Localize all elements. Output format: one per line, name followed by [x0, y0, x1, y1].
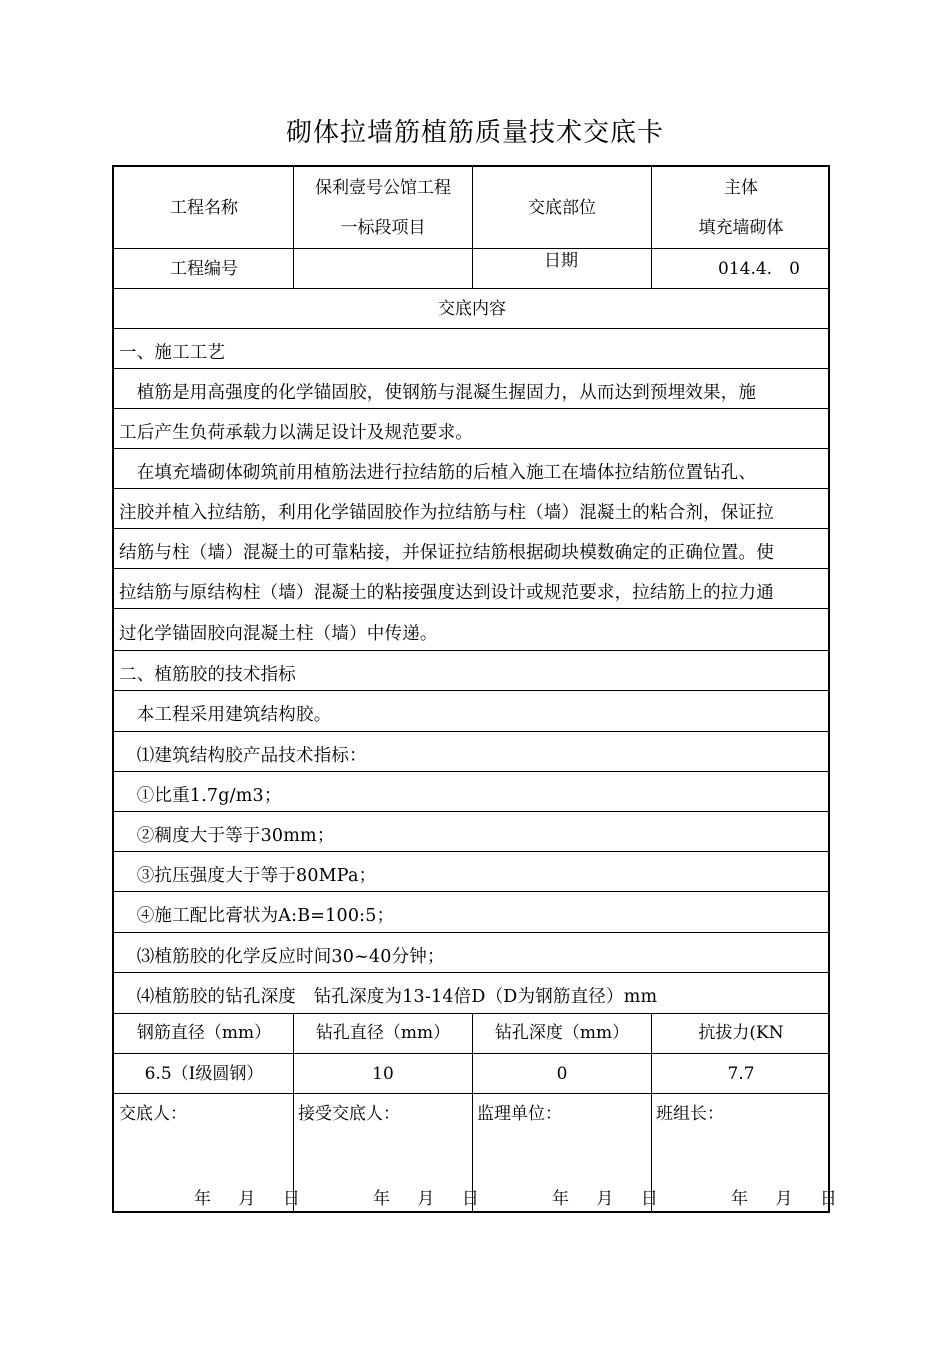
year-label: 年: [552, 1189, 569, 1209]
month-label: 月: [596, 1189, 614, 1209]
year-label: 年: [373, 1189, 390, 1209]
disclosure-card: [112, 165, 837, 1213]
section1-line: 结筋与柱（墙）混凝土的可靠粘接，并保证拉结筋根据砌块模数确定的正确位置。使: [119, 543, 774, 563]
row-divider: [114, 891, 830, 892]
signature-date: [552, 1184, 658, 1209]
row-divider: [114, 328, 830, 329]
row-divider: [114, 650, 830, 651]
section2-line: ⑷植筋胶的钻孔深度 钻孔深度为13-14倍D（D为钢筋直径）mm: [119, 987, 658, 1007]
spec-header-pullout-force: 抗拔力(KN: [698, 1023, 784, 1043]
row-divider: [114, 608, 830, 609]
day-label: 日: [640, 1189, 658, 1209]
section2-line: 本工程采用建筑结构胶。: [119, 705, 332, 725]
spec-header-hole-depth: 钻孔深度（mm）: [494, 1023, 630, 1043]
page-title: 砌体拉墙筋植筋质量技术交底卡: [285, 118, 664, 148]
section1-line: 拉结筋与原结构柱（墙）混凝土的粘接强度达到设计或规范要求，拉结筋上的拉力通: [119, 583, 774, 603]
day-label: 日: [819, 1189, 837, 1209]
year-label: 年: [731, 1189, 748, 1209]
signature-label-receiver: 接受交底人：: [298, 1104, 400, 1124]
date-value: 014.4. 0: [718, 259, 800, 279]
project-name-line2: 一标段项目: [340, 218, 426, 238]
year-label: 年: [194, 1189, 211, 1209]
col-divider: [472, 1013, 473, 1213]
section2-line: ⑴建筑结构胶产品技术指标：: [119, 746, 367, 766]
day-label: 日: [282, 1189, 300, 1209]
section2-line: ①比重1.7g/m3；: [119, 786, 282, 806]
row-divider: [114, 568, 830, 569]
section1-line: 在填充墙砌体砌筑前用植筋法进行拉结筋的后植入施工在墙体拉结筋位置钻孔、: [119, 463, 757, 483]
signature-label-team-leader: 班组长：: [656, 1104, 724, 1124]
row-divider: [114, 448, 830, 449]
row-divider: [114, 528, 830, 529]
signature-label-supervisor: 监理单位：: [477, 1104, 562, 1124]
section1-line: 植筋是用高强度的化学锚固胶，使钢筋与混凝生握固力，从而达到预埋效果，施: [119, 383, 757, 403]
row-divider: [114, 771, 830, 772]
section1-heading: 一、施工工艺: [119, 343, 226, 363]
section2-line: ③抗压强度大于等于80MPa；: [119, 866, 377, 886]
content-label: 交底内容: [438, 299, 506, 319]
col-divider: [472, 167, 473, 288]
row-divider: [114, 488, 830, 489]
row-divider: [114, 811, 830, 812]
row-divider: [114, 288, 830, 289]
day-label: 日: [461, 1189, 479, 1209]
signature-label-discloser: 交底人：: [119, 1104, 187, 1124]
month-label: 月: [417, 1189, 435, 1209]
location-line1: 主体: [724, 178, 758, 198]
spec-value-hole-diameter: 10: [372, 1064, 394, 1084]
col-divider: [651, 1013, 652, 1213]
row-divider: [114, 368, 830, 369]
section2-line: ④施工配比膏状为A:B=100:5；: [119, 906, 395, 926]
row-divider: [114, 690, 830, 691]
spec-value-hole-depth: 0: [556, 1064, 568, 1084]
project-no-label: 工程编号: [170, 259, 238, 279]
section2-line: ⑶植筋胶的化学反应时间30~40分钟；: [119, 947, 445, 967]
section1-line: 注胶并植入拉结筋，利用化学锚固胶作为拉结筋与柱（墙）混凝土的粘合剂，保证拉: [119, 503, 774, 523]
row-divider: [114, 972, 830, 973]
spec-header-hole-diameter: 钻孔直径（mm）: [315, 1023, 451, 1043]
spec-header-rebar-diameter: 钢筋直径（mm）: [136, 1023, 272, 1043]
project-name-line1: 保利壹号公馆工程: [315, 178, 451, 198]
signature-date: [373, 1184, 479, 1209]
date-label: 日期: [544, 251, 578, 271]
location-label: 交底部位: [528, 198, 596, 218]
month-label: 月: [775, 1189, 793, 1209]
row-divider: [114, 851, 830, 852]
month-label: 月: [238, 1189, 256, 1209]
spec-value-rebar-diameter: 6.5（Ⅰ级圆钢）: [144, 1064, 264, 1084]
section2-line: ②稠度大于等于30mm；: [119, 826, 335, 846]
signature-date: [731, 1184, 837, 1209]
row-divider: [114, 932, 830, 933]
signature-date: [194, 1184, 300, 1209]
section1-line: 工后产生负荷承载力以满足设计及规范要求。: [119, 423, 473, 443]
row-divider: [114, 731, 830, 732]
section1-line: 过化学锚固胶向混凝土柱（墙）中传递。: [119, 624, 438, 644]
spec-value-pullout-force: 7.7: [727, 1064, 755, 1084]
section2-heading: 二、植筋胶的技术指标: [119, 665, 296, 685]
row-divider: [114, 408, 830, 409]
col-divider: [293, 1013, 294, 1213]
location-line2: 填充墙砌体: [698, 218, 784, 238]
project-name-label: 工程名称: [170, 198, 238, 218]
